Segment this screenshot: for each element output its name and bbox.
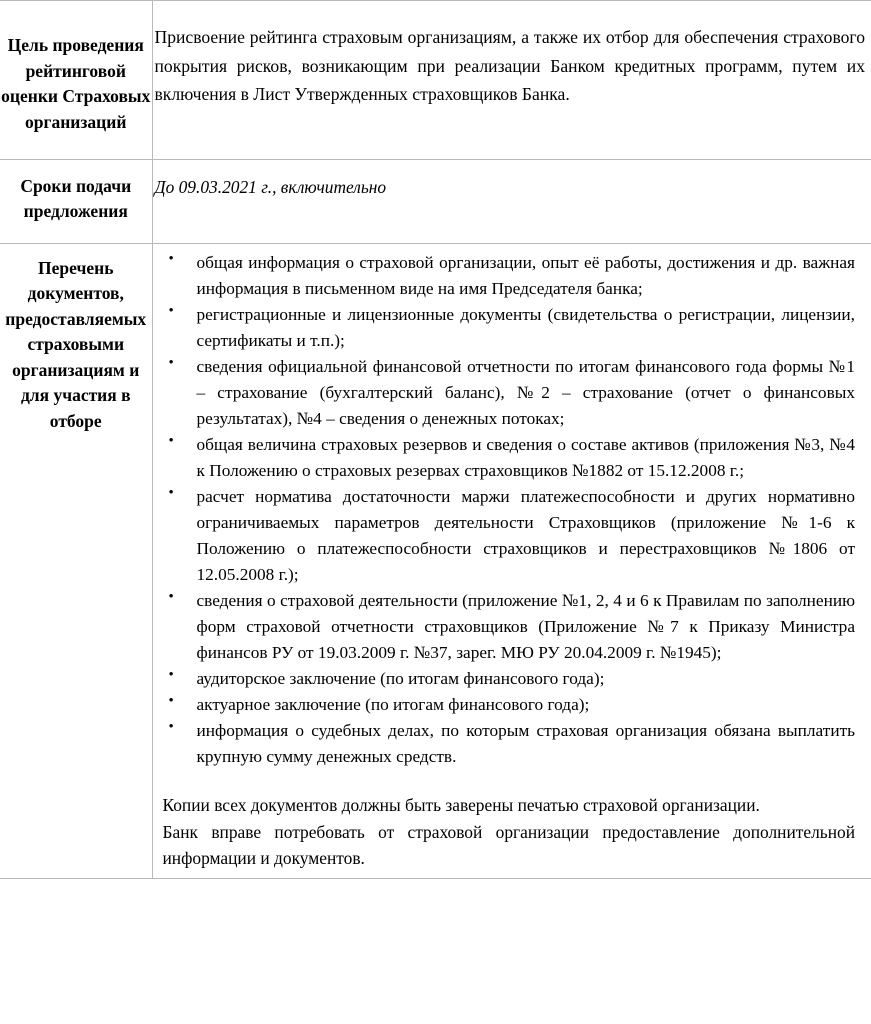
list-item — [161, 302, 856, 354]
bullet-icon: • — [168, 302, 174, 319]
bullet-icon: • — [168, 589, 174, 606]
row-label-deadline: Сроки подачи предложения — [0, 159, 152, 243]
table-row-deadline — [0, 159, 871, 243]
table-row-purpose — [0, 1, 871, 160]
list-item — [161, 692, 856, 718]
list-item-text: актуарное заключение (по итогам финансового года); — [196, 695, 590, 715]
row-label-purpose: Цель проведения рейтинговой оценки Страховых организаций — [0, 1, 152, 160]
row-label-documents: Перечень документов, предоставляемых страховыми организациям и для участия в отборе — [0, 243, 152, 878]
bullet-icon: • — [168, 719, 174, 736]
list-item-text: общая информация о страховой организации, опыт её работы, достижения и др. важная информация в письменном виде на имя Председателя банка; — [196, 252, 855, 298]
table-body — [0, 1, 871, 879]
row-content-documents — [152, 243, 871, 878]
row-content-purpose — [152, 1, 871, 160]
list-item — [161, 484, 856, 588]
bullet-icon: • — [168, 433, 174, 450]
list-item-text: аудиторское заключение (по итогам финансового года); — [196, 669, 605, 689]
bullet-icon: • — [168, 354, 174, 371]
documents-bullet-list — [161, 250, 860, 771]
list-item-text: расчет норматива достаточности маржи платежеспособности и других нормативно ограничиваемых параметров деятельности Страховщиков (приложение №1-6 к Положению о платежеспособности страховщиков и перестраховщиков №1806 от 12.05.2008 г.); — [196, 486, 855, 584]
list-item-text: регистрационные и лицензионные документы (свидетельства о регистрации, лицензии, сертификаты и т.п.); — [196, 304, 855, 350]
row-content-deadline — [152, 159, 871, 243]
list-item-text: информация о судебных делах, по которым страховая организация обязана выплатить крупную сумму денежных средств. — [196, 721, 855, 767]
closing-notes — [161, 792, 860, 871]
table-row-documents — [0, 243, 871, 878]
purpose-paragraph: Присвоение рейтинга страховым организациям, а также их отбор для обеспечения страхового покрытия рисков, возникающим при реализации Банком кредитных программ, путем их включения в Лист Утвержденных страховщиков Банка. — [154, 27, 865, 104]
list-item — [161, 588, 856, 666]
list-item-text: общая величина страховых резервов и сведения о составе активов (приложения №3, №4 к Положению о страховых резервах страховщиков №1882 от 15.12.2008 г.; — [196, 434, 855, 480]
list-item — [161, 718, 856, 770]
list-item-text: сведения о страховой деятельности (приложение №1, 2, 4 и 6 к Правилам по заполнению форм страховой отчетности страховщиков (Приложение №7 к Приказу Министра финансов РУ от 19.03.2009 г. №37, зарег. МЮ РУ 20.04.2009 г. №1945); — [196, 591, 855, 663]
bullet-icon: • — [168, 250, 174, 267]
bullet-icon: • — [168, 667, 174, 684]
closing-note-copies: Копии всех документов должны быть заверены печатью страховой организации. — [162, 795, 760, 816]
closing-note-bank-rights: Банк вправе потребовать от страховой организации предоставление дополнительной информации и документов. — [162, 821, 855, 869]
list-item — [161, 250, 856, 302]
list-item — [161, 666, 856, 692]
bullet-icon: • — [168, 693, 174, 710]
list-item-text: сведения официальной финансовой отчетности по итогам финансового года формы №1 – страхование (бухгалтерский баланс), №2 – страхование (отчет о финансовых результатах), №4 – сведения о денежных потоках; — [196, 356, 855, 428]
list-item — [161, 432, 856, 484]
deadline-value: До 09.03.2021 г., включительно — [154, 176, 387, 197]
bullet-icon: • — [168, 485, 174, 502]
list-item — [161, 354, 856, 432]
